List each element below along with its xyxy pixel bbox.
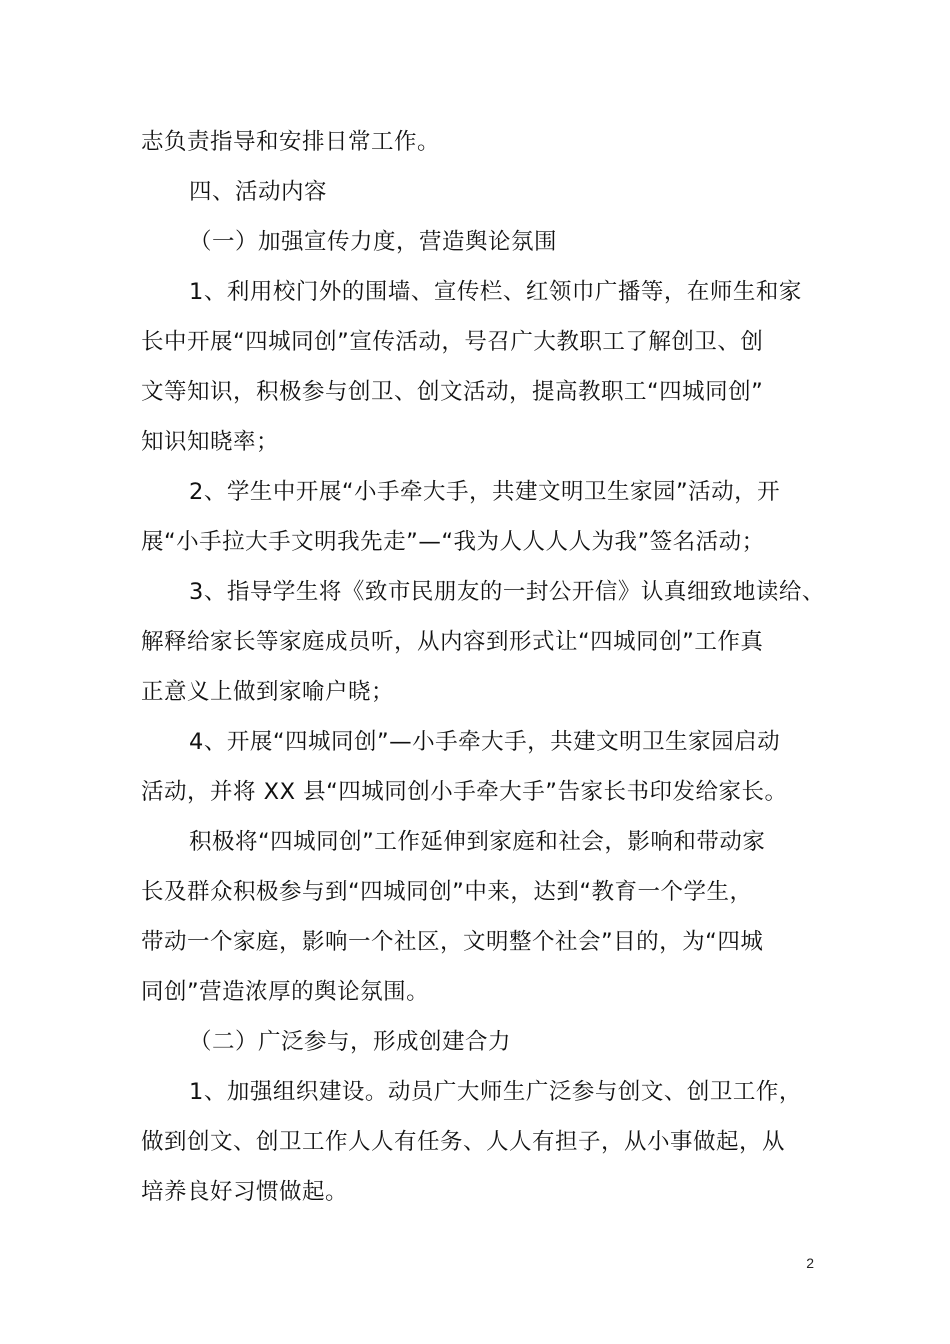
text-line: 同创”营造浓厚的舆论氛围。	[141, 979, 430, 1005]
text-line: 活动，并将 XX 县“四城同创小手牵大手”告家长书印发给家长。	[141, 779, 788, 805]
text-line: （二）广泛参与，形成创建合力	[189, 1029, 512, 1055]
text-line: 1、利用校门外的围墙、宣传栏、红领巾广播等，在师生和家	[189, 279, 802, 305]
text-line: 1、加强组织建设。动员广大师生广泛参与创文、创卫工作，	[189, 1079, 802, 1105]
text-line: 长及群众积极参与到“四城同创”中来，达到“教育一个学生，	[141, 879, 753, 905]
document-body	[141, 117, 831, 1217]
text-line: 解释给家长等家庭成员听，从内容到形式让“四城同创”工作真	[141, 629, 764, 655]
text-line: 做到创文、创卫工作人人有任务、人人有担子，从小事做起，从	[141, 1129, 786, 1155]
text-line: 四、活动内容	[189, 179, 328, 205]
text-line: 培养良好习惯做起。	[141, 1179, 349, 1205]
text-line: 正意义上做到家喻户晓；	[141, 679, 395, 705]
page-number: 2	[806, 1255, 814, 1271]
text-line: 积极将“四城同创”工作延伸到家庭和社会，影响和带动家	[189, 829, 766, 855]
text-line: 志负责指导和安排日常工作。	[141, 129, 441, 155]
text-line: 展“小手拉大手文明我先走”—“我为人人人人为我”签名活动；	[141, 529, 765, 555]
text-line: 3、指导学生将《致市民朋友的一封公开信》认真细致地读给、	[189, 579, 825, 605]
text-line: 4、开展“四城同创”—小手牵大手，共建文明卫生家园启动	[189, 729, 781, 755]
text-line: 长中开展“四城同创”宣传活动，号召广大教职工了解创卫、创	[141, 329, 764, 355]
text-line: 2、学生中开展“小手牵大手，共建文明卫生家园”活动，开	[189, 479, 781, 505]
text-line: 知识知晓率；	[141, 429, 280, 455]
text-line: （一）加强宣传力度，营造舆论氛围	[189, 229, 558, 255]
text-line: 带动一个家庭，影响一个社区，文明整个社会”目的，为“四城	[141, 929, 764, 955]
text-line: 文等知识，积极参与创卫、创文活动，提高教职工“四城同创”	[141, 379, 764, 405]
